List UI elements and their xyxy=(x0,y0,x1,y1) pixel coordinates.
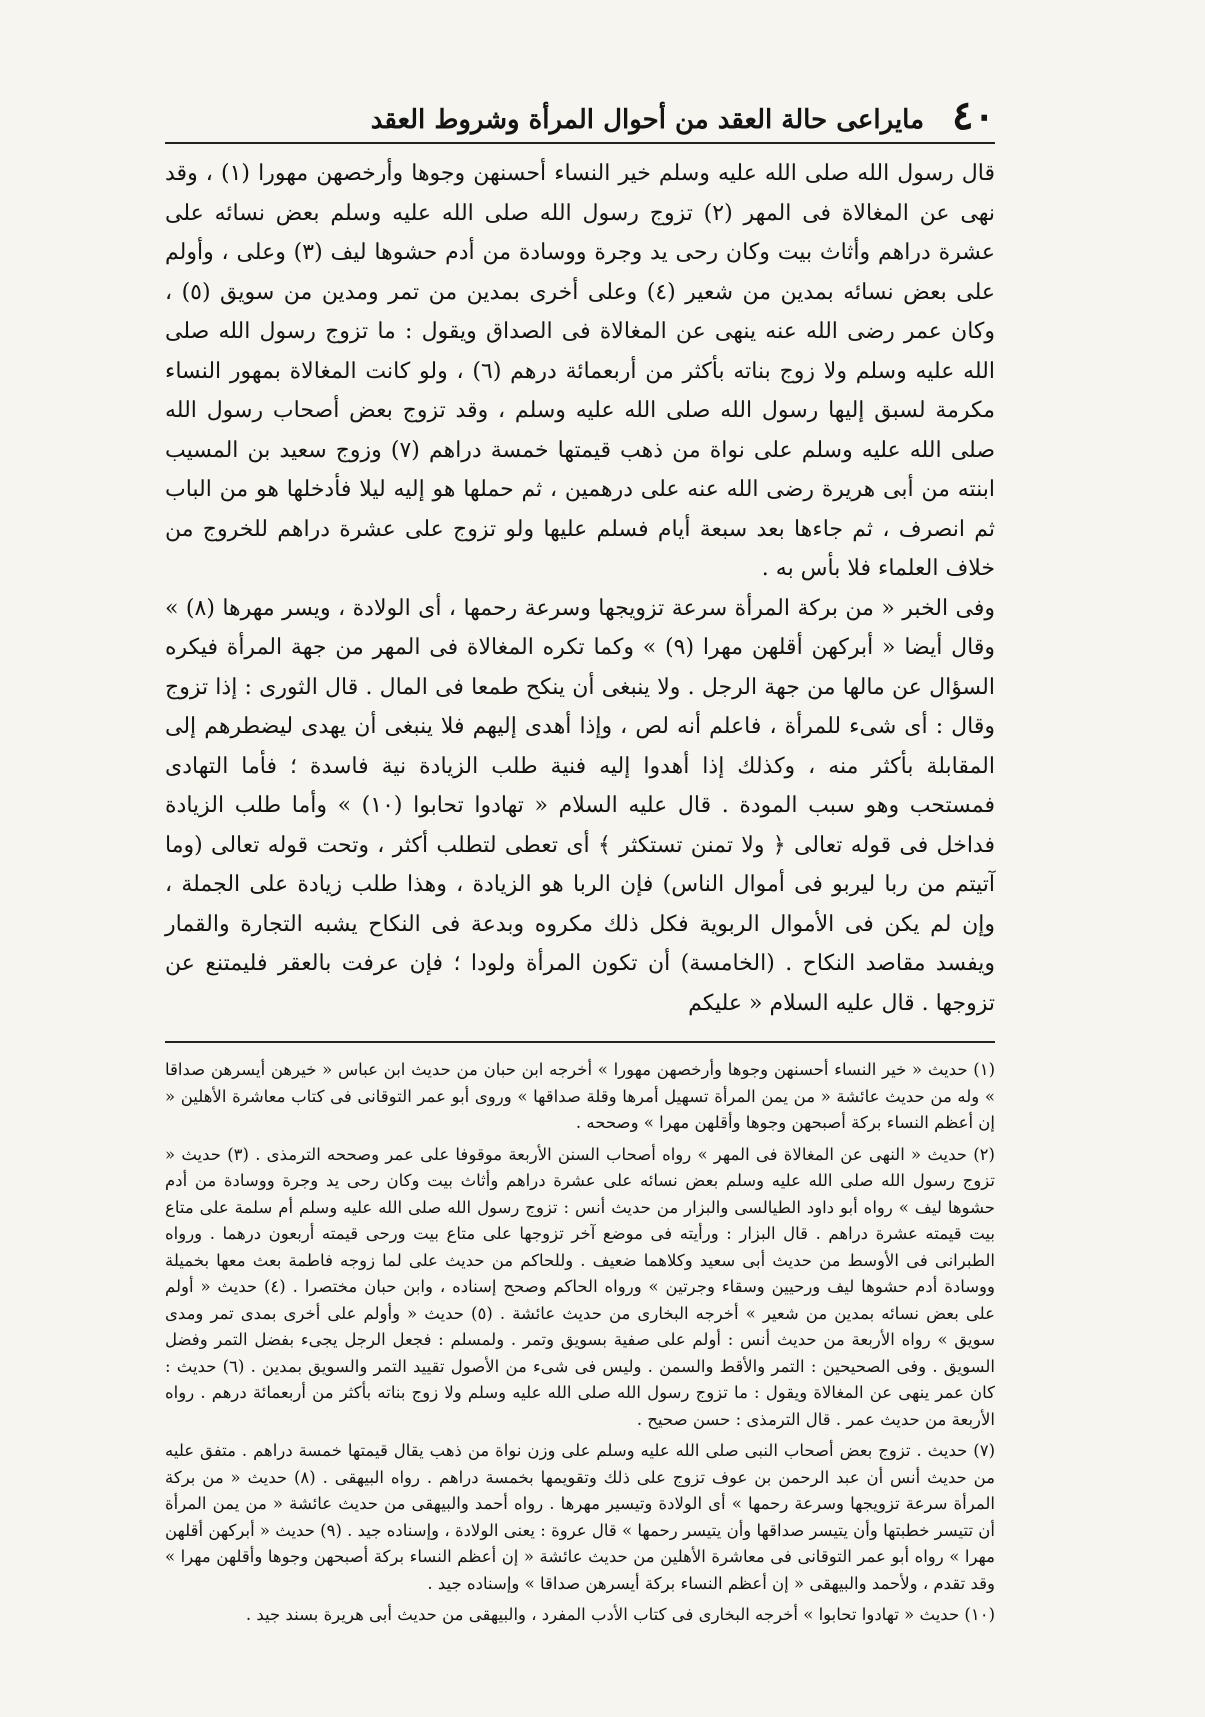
footnotes xyxy=(165,1057,995,1629)
book-page xyxy=(165,80,995,1657)
page-number: ٤٠ xyxy=(952,92,995,139)
main-text xyxy=(165,154,995,1023)
footnote-divider xyxy=(165,1041,995,1043)
body-paragraph: وفى الخبر « من بركة المرأة سرعة تزويجها وسرعة رحمها ، أى الولادة ، ويسر مهرها (٨) » وقال أيضا « أبركهن أقلهن مهرا (٩) » وكما تكره المغالاة فى المهر من جهة المرأة فيكره السؤال عن مالها من جهة الرجل . ولا ينبغى أن ينكح طمعا فى المال . قال الثورى : إذا تزوج وقال : أى شىء للمرأة ، فاعلم أنه لص ، وإذا أهدى إليهم فلا ينبغى أن يهدى ليضطرهم إلى المقابلة بأكثر منه ، وكذلك إذا أهدوا إليه فنية طلب الزيادة نية فاسدة ؛ فأما التهادى فمستحب وهو سبب المودة . قال عليه السلام « تهادوا تحابوا (١٠) » وأما طلب الزيادة فداخل فى قوله تعالى ﴿ ولا تمنن تستكثر ﴾ أى تعطى لتطلب أكثر ، وتحت قوله تعالى (وما آتيتم من ربا ليربو فى أموال الناس) فإن الربا هو الزيادة ، وهذا طلب زيادة على الجملة ، وإن لم يكن فى الأموال الربوية فكل ذلك مكروه وبدعة فى النكاح يشبه التجارة والقمار ويفسد مقاصد النكاح . (الخامسة) أن تكون المرأة ولودا ؛ فإن عرفت بالعقر فليمتنع عن تزوجها . قال عليه السلام « عليكم xyxy=(165,595,996,1016)
footnote: (٢) حديث « النهى عن المغالاة فى المهر » رواه أصحاب السنن الأربعة موقوفا على عمر وصححه الترمذى . (٣) حديث « تزوج رسول الله صلى الله عليه وسلم بعض نسائه على عشرة دراهم وأثاث بيت وكان رحى يد وجرة ووسادة من أدم حشوها ليف » رواه أبو داود الطيالسى والبزار من حديث أنس : تزوج رسول الله صلى الله عليه وسلم أم سلمة على متاع بيت قيمته عشرة دراهم . قال البزار : ورأيته فى موضع آخر تزوجها على متاع بيت ورحى قيمته أربعون درهما . ورواه الطبرانى فى الأوسط من حديث أبى سعيد وكلاهما ضعيف . وللحاكم من حديث على لما زوجه فاطمة بعث معها بخميلة ووسادة أدم حشوها ليف ورحيين وسقاء وجرتين » ورواه الحاكم وصحح إسناده ، وابن حبان مختصرا . (٤) حديث « أولم على بعض نسائه بمدين من شعير » أخرجه البخارى من حديث عائشة . (٥) حديث « وأولم على أخرى بمدى تمر ومدى سويق » رواه الأربعة من حديث أنس : أولم على صفية بسويق وتمر . ولمسلم : فجعل الرجل يجىء بفضل التمر وفضل السويق . وفى الصحيحين : التمر والأقط والسمن . وليس فى شىء من الأصول تقييد التمر والسويق بمدين . (٦) حديث : كان عمر ينهى عن المغالاة ويقول : ما تزوج رسول الله صلى الله عليه وسلم ولا زوج بناته بأكثر من أربعمائة درهم . رواه الأربعة من حديث عمر . قال الترمذى : حسن صحيح . xyxy=(165,1144,995,1429)
body-paragraph: قال رسول الله صلى الله عليه وسلم خير النساء أحسنهن وجوها وأرخصهن مهورا (١) ، وقد نهى عن المغالاة فى المهر (٢) تزوج رسول الله صلى الله عليه وسلم بعض نسائه على عشرة دراهم وأثاث بيت وكان رحى يد وجرة ووسادة من أدم حشوها ليف (٣) وعلى ، وأولم على بعض نسائه بمدين من شعير (٤) وعلى أخرى بمدين من تمر ومدين من سويق (٥) ، وكان عمر رضى الله عنه ينهى عن المغالاة فى الصداق ويقول : ما تزوج رسول الله صلى الله عليه وسلم ولا زوج بناته بأكثر من أربعمائة درهم (٦) ، ولو كانت المغالاة بمهور النساء مكرمة لسبق إليها رسول الله صلى الله عليه وسلم ، وقد تزوج بعض أصحاب رسول الله صلى الله عليه وسلم على نواة من ذهب قيمتها خمسة دراهم (٧) وزوج سعيد بن المسيب ابنته من أبى هريرة رضى الله عنه على درهمين ، ثم حملها هو إليه ليلا فأدخلها هو من الباب ثم انصرف ، ثم جاءها بعد سبعة أيام فسلم عليها ولو تزوج على عشرة دراهم للخروج من خلاف العلماء فلا بأس به . xyxy=(165,161,996,581)
running-title: مايراعى حالة العقد من أحوال المرأة وشروط العقد xyxy=(370,104,925,135)
footnote: (٧) حديث . تزوج بعض أصحاب النبى صلى الله عليه وسلم على وزن نواة من ذهب يقال قيمتها خمسة دراهم . متفق عليه من حديث أنس أن عبد الرحمن بن عوف تزوج على ذلك وتقويمها بخمسة دراهم . رواه البيهقى . (٨) حديث « من بركة المرأة سرعة تزويجها وسرعة رحمها » أى الولادة وتيسير مهرها . رواه أحمد والبيهقى من حديث عائشة « من يمن المرأة أن تتيسر خطبتها وأن يتيسر صداقها وأن يتيسر رحمها » قال عروة : يعنى الولادة ، وإسناده جيد . (٩) حديث « أبركهن أقلهن مهرا » رواه أبو عمر التوقانى فى معاشرة الأهلين من حديث عائشة « إن أعظم النساء بركة أصبحهن وجوها وأقلهن مهرا » وقد تقدم ، ولأحمد والبيهقى « إن أعظم النساء بركة أيسرهن صداقا » وإسناده جيد . xyxy=(165,1441,995,1593)
footnote: (١٠) حديث « تهادوا تحابوا » أخرجه البخارى فى كتاب الأدب المفرد ، والبيهقى من حديث أبى هريرة بسند جيد . xyxy=(245,1605,995,1624)
page-header xyxy=(165,80,995,144)
footnote: (١) حديث « خير النساء أحسنهن وجوها وأرخصهن مهورا » أخرجه ابن حبان من حديث ابن عباس « خيرهن أيسرهن صداقا » وله من حديث عائشة « من يمن المرأة تسهيل أمرها وقلة صداقها » وروى أبو عمر التوقانى فى كتاب معاشرة الأهلين « إن أعظم النساء بركة أصبحهن وجوها وأقلهن مهرا » وصححه . xyxy=(165,1060,995,1132)
